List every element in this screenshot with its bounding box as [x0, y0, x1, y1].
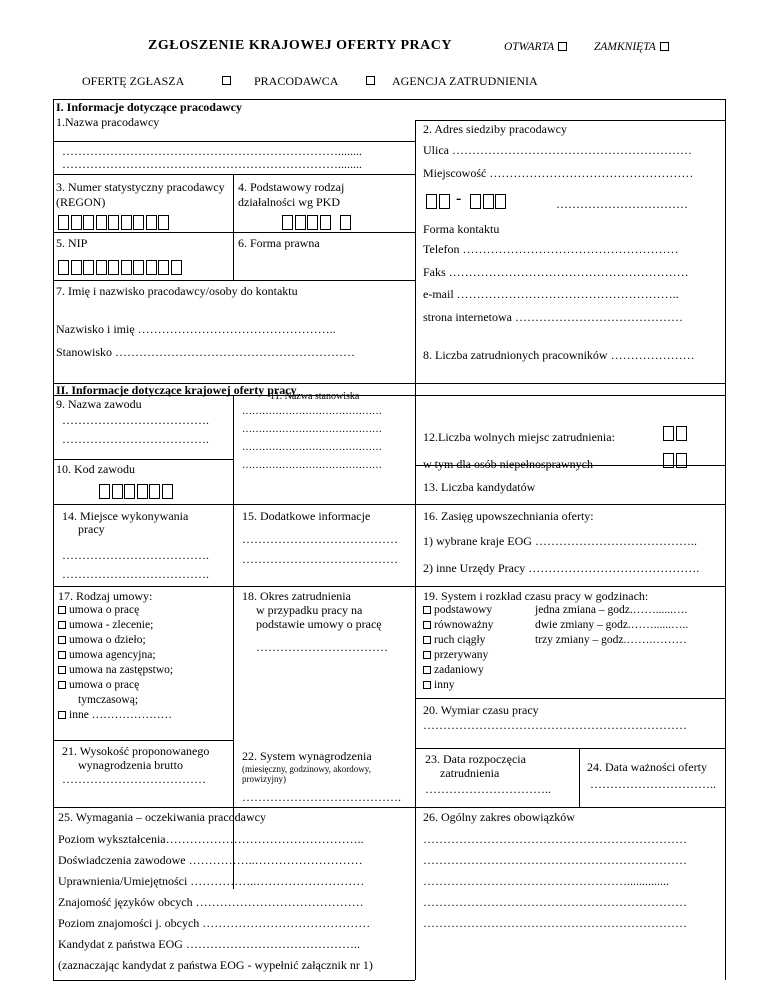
zamknieta-checkbox[interactable] — [660, 42, 669, 51]
f20-dots[interactable]: ………………………………………………………… — [423, 718, 687, 732]
line-above-f20 — [415, 698, 726, 699]
f12b-label: w tym dla osób niepełnosprawnych — [423, 457, 593, 471]
f25-label: 25. Wymagania – oczekiwania pracodawcy — [58, 810, 266, 824]
f13-label: 13. Liczba kandydatów — [423, 480, 536, 494]
f17-option-5[interactable] — [58, 664, 173, 676]
form-title: ZGŁOSZENIE KRAJOWEJ OFERTY PRACY — [148, 38, 452, 53]
forma-kontaktu-label: Forma kontaktu — [423, 222, 500, 236]
f19-option-2[interactable] — [423, 619, 493, 631]
f26-label: 26. Ogólny zakres obowiązków — [423, 810, 575, 824]
f17-option-label-7: inne ………………… — [69, 709, 173, 721]
f14-label-2: pracy — [78, 522, 105, 536]
f25-line-6[interactable]: Kandydat z państwa EOG …………………………………….. — [58, 937, 360, 951]
f17-option-6[interactable] — [58, 679, 139, 691]
f19-checkbox-6[interactable] — [423, 681, 431, 689]
f11-dots-4[interactable]: …………………………………… — [242, 460, 382, 471]
f17-option-label-5: umowa na zastępstwo; — [69, 664, 174, 676]
f17-option-3[interactable] — [58, 634, 146, 646]
pracodawca-checkbox[interactable] — [222, 76, 231, 85]
f11-dots-3[interactable]: …………………………………… — [242, 442, 382, 453]
oferte-zglasza-label: OFERTĘ ZGŁASZA — [82, 74, 185, 88]
telefon-field[interactable]: Telefon ……………………………………………… — [423, 242, 679, 256]
section2-title: II. Informacje dotyczące krajowej oferty pracy — [56, 383, 297, 397]
f17-checkbox-2[interactable] — [58, 621, 66, 629]
regon-boxes[interactable] — [58, 215, 171, 230]
f21-label-2: wynagrodzenia brutto — [78, 758, 183, 772]
f17-option-label-4: umowa agencyjna; — [69, 649, 156, 661]
f19-checkbox-4[interactable] — [423, 651, 431, 659]
nip-boxes[interactable] — [58, 260, 183, 275]
f15-dots-1[interactable]: ………………………………… — [242, 532, 398, 546]
f14-dots-1[interactable]: ………………………………. — [62, 548, 209, 562]
zamknieta-label: ZAMKNIĘTA — [594, 41, 656, 53]
ulica-field[interactable]: Ulica …………………………………………………… — [423, 143, 692, 157]
f24-label: 24. Data ważności oferty — [587, 760, 707, 774]
f17-option-1[interactable] — [58, 604, 139, 616]
f11-dots-2[interactable]: …………………………………… — [242, 424, 382, 435]
f25-line-5[interactable]: Poziom znajomości j. obcych …………………………………… — [58, 916, 371, 930]
f19-option-label-1: podstawowy — [434, 604, 493, 616]
f19-option-5[interactable] — [423, 664, 484, 676]
line-f3-f4 — [233, 174, 234, 280]
f25-line-4[interactable]: Znajomość języków obcych …………………………………… — [58, 895, 364, 909]
frame-mid — [415, 120, 416, 980]
f23-label-1: 23. Data rozpoczęcia — [425, 752, 526, 766]
line-above-f5 — [53, 232, 415, 233]
f6-label: 6. Forma prawna — [238, 236, 320, 250]
line-above-f14 — [53, 504, 726, 505]
frame-right — [725, 99, 726, 980]
f25-line-1[interactable]: Poziom wykształcenia………………………………………….. — [58, 832, 364, 846]
line-s1-right-top — [415, 120, 726, 121]
line-above-f21 — [53, 740, 233, 741]
f17-checkbox-6[interactable] — [58, 681, 66, 689]
f12b-boxes[interactable] — [663, 453, 688, 468]
line-s2-right-top — [415, 395, 726, 396]
f26-line-1[interactable]: ………………………………………………………… — [423, 832, 687, 846]
postal-city-dots[interactable]: …………………………… — [556, 197, 688, 211]
pkd-boxes[interactable] — [282, 215, 353, 230]
f17-option-label-1: umowa o pracę — [69, 604, 140, 616]
f19-option-6[interactable] — [423, 679, 454, 691]
zamknieta-option[interactable] — [594, 41, 669, 53]
f14-label-1: 14. Miejsce wykonywania — [62, 509, 189, 523]
agencja-checkbox[interactable] — [366, 76, 375, 85]
f26-line-3[interactable]: …………………………………………….............. — [423, 874, 669, 888]
f17-option-2[interactable] — [58, 619, 153, 631]
f17-label: 17. Rodzaj umowy: — [58, 589, 153, 603]
f1-dots-1[interactable]: ……………………………………………………………........ — [62, 144, 362, 158]
f18-label-3: podstawie umowy o pracę — [256, 617, 382, 631]
f9-label: 9. Nazwa zawodu — [56, 397, 142, 411]
postal-code-part1[interactable] — [426, 194, 451, 209]
f17-checkbox-5[interactable] — [58, 666, 66, 674]
f14-dots-2[interactable]: ………………………………. — [62, 567, 209, 581]
www-field[interactable]: strona internetowa …………………………………… — [423, 310, 683, 324]
f4-label: 4. Podstawowy rodzaj działalności wg PKD — [238, 180, 345, 209]
f19-checkbox-2[interactable] — [423, 621, 431, 629]
f18-label-2: w przypadku pracy na — [256, 603, 363, 617]
f18-dots[interactable]: …………………………… — [256, 640, 388, 654]
line-above-f17 — [53, 586, 726, 587]
f3-label: 3. Numer statystyczny pracodawcy (REGON) — [56, 180, 225, 209]
f17-option-label-3: umowa o dzieło; — [69, 634, 146, 646]
f17-option-7[interactable] — [58, 709, 172, 721]
f19-label: 19. System i rozkład czasu pracy w godzinach: — [423, 589, 649, 603]
postal-code-part2[interactable] — [470, 194, 508, 209]
nazwisko-field[interactable]: Nazwisko i imię ………………………………………….. — [56, 322, 336, 336]
frame-bottom — [53, 980, 415, 981]
f22-dots[interactable]: …………………………………. — [242, 790, 401, 804]
f26-line-5[interactable]: ………………………………………………………… — [423, 916, 687, 930]
f23-dots[interactable]: ………………………….. — [425, 782, 551, 796]
f21-label-1: 21. Wysokość proponowanego — [62, 744, 210, 758]
f17-option-label-6: umowa o pracę — [69, 679, 140, 691]
f7-label: 7. Imię i nazwisko pracodawcy/osoby do kontaktu — [56, 284, 298, 298]
section1-title: I. Informacje dotyczące pracodawcy — [56, 100, 242, 114]
f15-dots-2[interactable]: ………………………………… — [242, 552, 398, 566]
f21-dots[interactable]: ……………………………… — [62, 772, 206, 786]
f17-checkbox-3[interactable] — [58, 636, 66, 644]
f8-field[interactable]: 8. Liczba zatrudnionych pracowników ………………… — [423, 348, 695, 362]
f19-checkbox-1[interactable] — [423, 606, 431, 614]
f19-option-label-6: inny — [434, 679, 455, 691]
line-above-f10 — [53, 459, 233, 460]
f25-line-3[interactable]: Uprawnienia/Umiejętności ……………..……………………… — [58, 874, 365, 888]
f19-option-4[interactable] — [423, 649, 488, 661]
faks-field[interactable]: Faks …………………………………………………… — [423, 265, 689, 279]
line-above-f25 — [53, 807, 726, 808]
line-above-f23 — [415, 748, 726, 749]
pracodawca-label: PRACODAWCA — [254, 74, 339, 88]
otwarta-checkbox[interactable] — [558, 42, 567, 51]
f20-label: 20. Wymiar czasu pracy — [423, 703, 539, 717]
postal-code-dash: - — [456, 190, 462, 207]
f17-checkbox-4[interactable] — [58, 651, 66, 659]
f17-checkbox-7[interactable] — [58, 711, 66, 719]
email-field[interactable]: e-mail ……………………………………………….. — [423, 287, 679, 301]
f9-dots-1[interactable]: ………………………………. — [62, 413, 209, 427]
f17-option-label-2: umowa - zlecenie; — [69, 619, 154, 631]
f12-label: 12.Liczba wolnych miejsc zatrudnienia: — [423, 430, 615, 444]
f22-label: 22. System wynagrodzenia — [242, 749, 372, 763]
f25-line-2[interactable]: Doświadczenia zawodowe ……………..……………………… — [58, 853, 363, 867]
f1-dots-2[interactable]: ……………………………………………………………........ — [62, 157, 362, 171]
f17-option-4[interactable] — [58, 649, 156, 661]
f23-label-2: zatrudnienia — [440, 766, 500, 780]
f19-zmiana-1[interactable]: jedna zmiana – godz.……......…. — [535, 604, 688, 616]
miejscowosc-field[interactable]: Miejscowość …………………………………………… — [423, 166, 694, 180]
f19-option-label-5: zadaniowy — [434, 664, 484, 676]
f2-label: 2. Adres siedziby pracodawcy — [423, 122, 567, 136]
f16-option-2[interactable]: 2) inne Urzędy Pracy ……………………………………. — [423, 561, 700, 575]
f19-checkbox-5[interactable] — [423, 666, 431, 674]
stanowisko-field[interactable]: Stanowisko …………………………………………………… — [56, 345, 356, 359]
agencja-label: AGENCJA ZATRUDNIENIA — [392, 74, 538, 88]
f17-tymczasowa: tymczasową; — [78, 694, 139, 706]
f9-dots-2[interactable]: ………………………………. — [62, 432, 209, 446]
line-above-f7 — [53, 280, 415, 281]
f19-option-label-4: przerywany — [434, 649, 489, 661]
f17-checkbox-1[interactable] — [58, 606, 66, 614]
f19-checkbox-3[interactable] — [423, 636, 431, 644]
f19-option-label-2: równoważny — [434, 619, 494, 631]
f16-label: 16. Zasięg upowszechniania oferty: — [423, 509, 594, 523]
f10-label: 10. Kod zawodu — [56, 462, 135, 476]
otwarta-option[interactable] — [504, 41, 567, 53]
f24-dots[interactable]: ………………………….. — [590, 777, 716, 791]
line-f23-f24 — [579, 748, 580, 807]
f11-label: 11. Nazwa stanowiska — [270, 391, 360, 402]
f12-boxes[interactable] — [663, 426, 688, 441]
f11-dots-1[interactable]: …………………………………… — [242, 406, 382, 417]
f26-line-2[interactable]: ………………………………………………………… — [423, 853, 687, 867]
f18-label-1: 18. Okres zatrudnienia — [242, 589, 351, 603]
kod-zawodu-boxes[interactable] — [99, 484, 174, 499]
f19-zmiana-3[interactable]: trzy zmiany – godz.…….……… — [535, 634, 687, 646]
otwarta-label: OTWARTA — [504, 41, 555, 53]
f19-zmiana-2[interactable]: dwie zmiany – godz.……......….. — [535, 619, 689, 631]
f22-sublabel: (miesięczny, godzinowy, akordowy, prowizyjny) — [242, 764, 371, 784]
f25-note: (zaznaczając kandydat z państwa EOG - wypełnić załącznik nr 1) — [58, 958, 373, 972]
f5-label: 5. NIP — [56, 236, 88, 250]
f1-label: 1.Nazwa pracodawcy — [56, 115, 160, 129]
f15-label: 15. Dodatkowe informacje — [242, 509, 371, 523]
f19-option-1[interactable] — [423, 604, 492, 616]
line-above-f3 — [53, 174, 415, 175]
f26-line-4[interactable]: ………………………………………………………… — [423, 895, 687, 909]
f16-option-1[interactable]: 1) wybrane kraje EOG ………………………………….. — [423, 534, 697, 548]
line-under-f1 — [53, 141, 415, 142]
f19-option-label-3: ruch ciągły — [434, 634, 486, 646]
f19-option-3[interactable] — [423, 634, 485, 646]
